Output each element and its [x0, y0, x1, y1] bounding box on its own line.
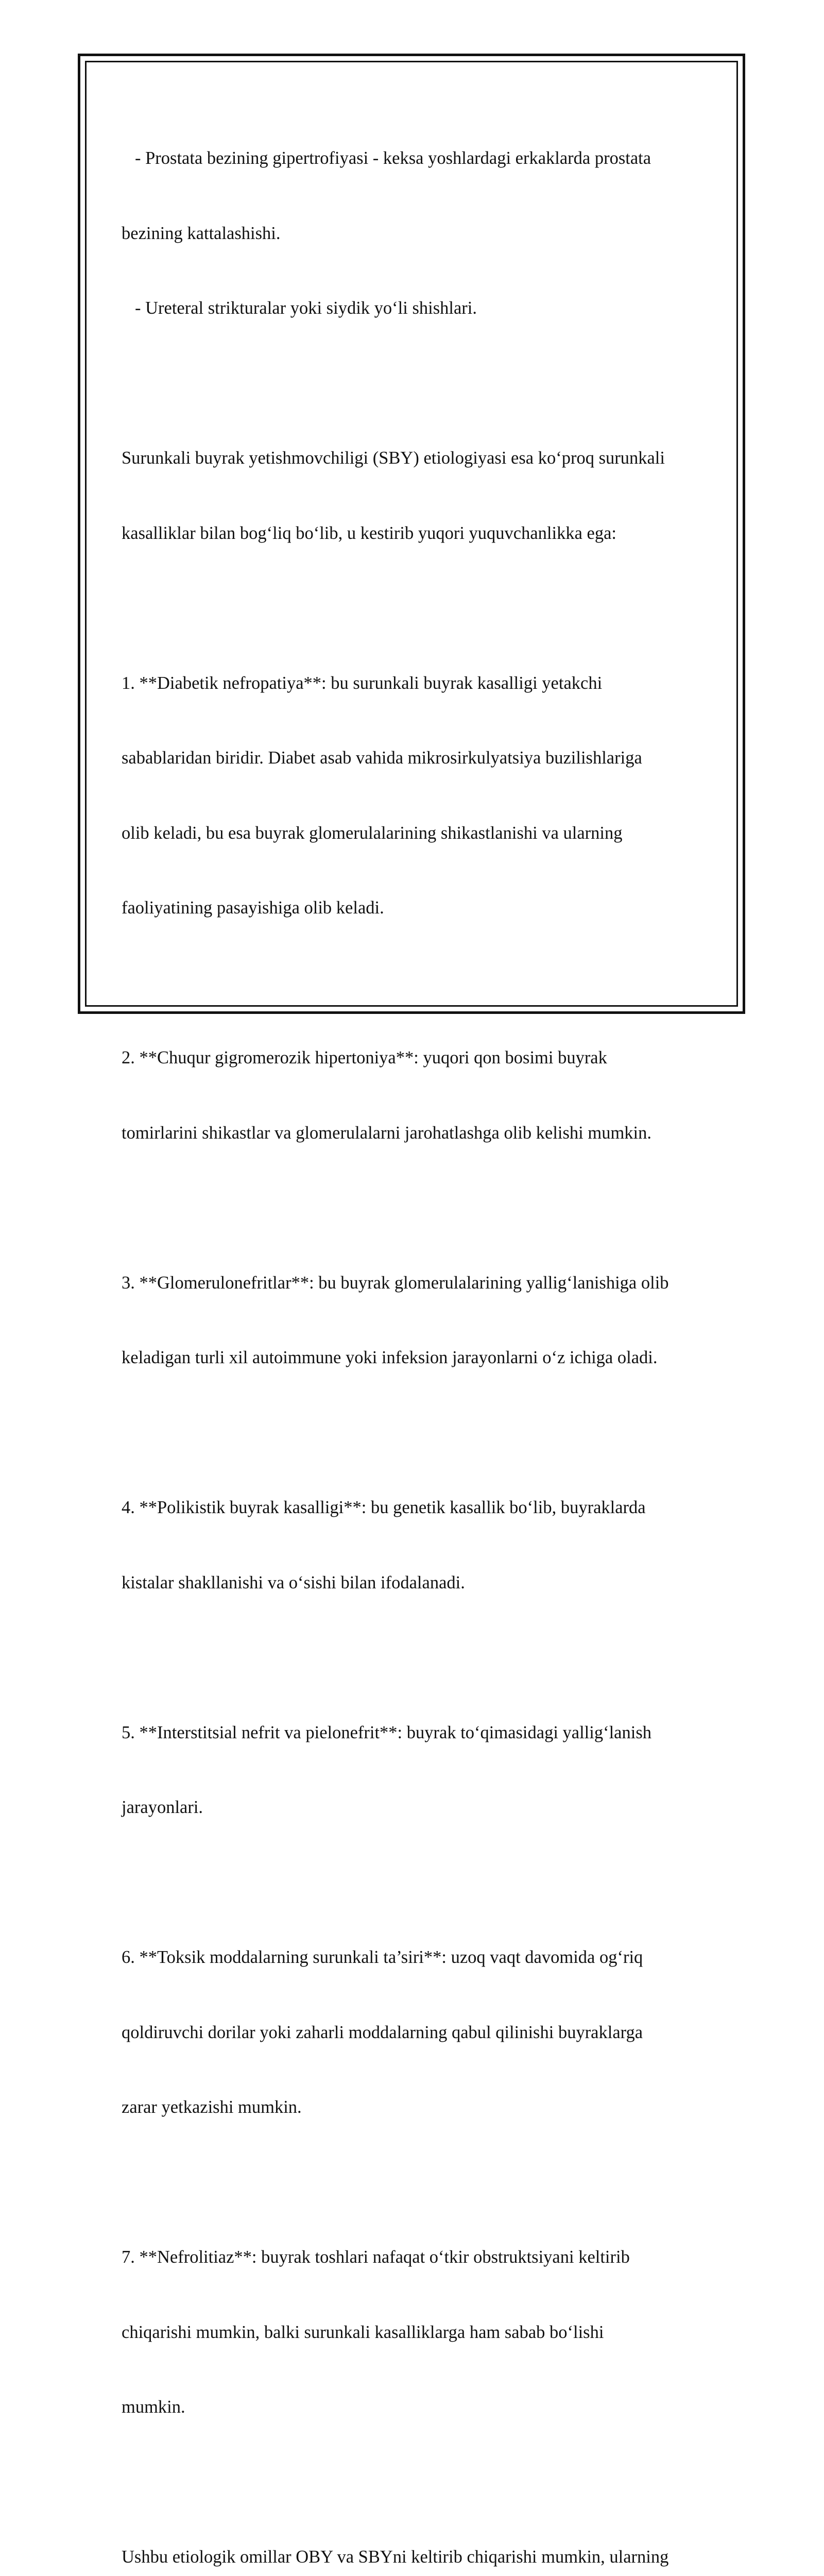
paragraph-sby-intro: [122, 396, 709, 596]
intro-list: [122, 96, 709, 371]
paragraph-line: 4. **Polikistik buyrak kasalligi**: bu genetik kasallik bo‘lib, buyraklarda: [122, 1498, 646, 1517]
paragraph-conclusion: [122, 2495, 709, 2576]
paragraph-line: 1. **Diabetik nefropatiya**: bu surunkali buyrak kasalligi yetakchi: [122, 673, 603, 693]
paragraph-line: kistalar shakllanishi va o‘sishi bilan ifodalanadi.: [122, 1572, 465, 1592]
intro-item-2-line-1: - Ureteral strikturalar yoki siydik yo‘li shishlari.: [135, 298, 477, 318]
paragraph-line: zarar yetkazishi mumkin.: [122, 2097, 302, 2117]
paragraph-line: sabablaridan biridir. Diabet asab vahida mikrosirkulyatsiya buzilishlariga: [122, 748, 642, 768]
paragraph-line: Surunkali buyrak yetishmovchiligi (SBY) etiologiyasi esa ko‘proq surunkali: [122, 448, 665, 468]
paragraph-line: 6. **Toksik moddalarning surunkali ta’siri**: uzoq vaqt davomida og‘riq: [122, 1947, 643, 1967]
list-item-5: [122, 1670, 709, 1870]
paragraph-line: keladigan turli xil autoimmune yoki infeksion jarayonlarni o‘z ichiga oladi.: [122, 1348, 658, 1367]
intro-item-1-line-1: - Prostata bezining gipertrofiyasi - keksa yoshlardagi erkaklarda prostata: [135, 148, 651, 168]
paragraph-line: 7. **Nefrolitiaz**: buyrak toshlari nafaqat o‘tkir obstruktsiyani keltirib: [122, 2247, 630, 2267]
paragraph-line: qoldiruvchi dorilar yoki zaharli moddalarning qabul qilinishi buyraklarga: [122, 2022, 643, 2042]
list-item-2: [122, 995, 709, 1195]
paragraph-line: tomirlarini shikastlar va glomerulalarni jarohatlashga olib kelishi mumkin.: [122, 1123, 652, 1143]
intro-item-1-line-2: bezining kattalashishi.: [122, 223, 281, 243]
paragraph-line: Ushbu etiologik omillar OBY va SBYni keltirib chiqarishi mumkin, ularning: [122, 2547, 669, 2567]
list-item-1: [122, 621, 709, 971]
list-item-3: [122, 1221, 709, 1420]
paragraph-line: 3. **Glomerulonefritlar**: bu buyrak glomerulalarining yallig‘lanishiga olib: [122, 1273, 669, 1293]
paragraph-line: 5. **Interstitsial nefrit va pielonefrit**: buyrak to‘qimasidagi yallig‘lanish: [122, 1722, 652, 1742]
document-body: [122, 96, 709, 2576]
list-item-6: [122, 1895, 709, 2170]
paragraph-line: olib keladi, bu esa buyrak glomerulalarining shikastlanishi va ularning: [122, 823, 623, 843]
paragraph-line: chiqarishi mumkin, balki surunkali kasalliklarga ham sabab bo‘lishi: [122, 2322, 604, 2342]
paragraph-line: mumkin.: [122, 2397, 185, 2417]
paragraph-line: jarayonlari.: [122, 1798, 203, 1817]
paragraph-line: 2. **Chuqur gigromerozik hipertoniya**: yuqori qon bosimi buyrak: [122, 1048, 607, 1067]
list-item-7: [122, 2195, 709, 2470]
list-item-4: [122, 1445, 709, 1645]
paragraph-line: faoliyatining pasayishiga olib keladi.: [122, 898, 384, 918]
paragraph-line: kasalliklar bilan bog‘liq bo‘lib, u kestirib yuqori yuquvchanlikka ega:: [122, 523, 616, 543]
